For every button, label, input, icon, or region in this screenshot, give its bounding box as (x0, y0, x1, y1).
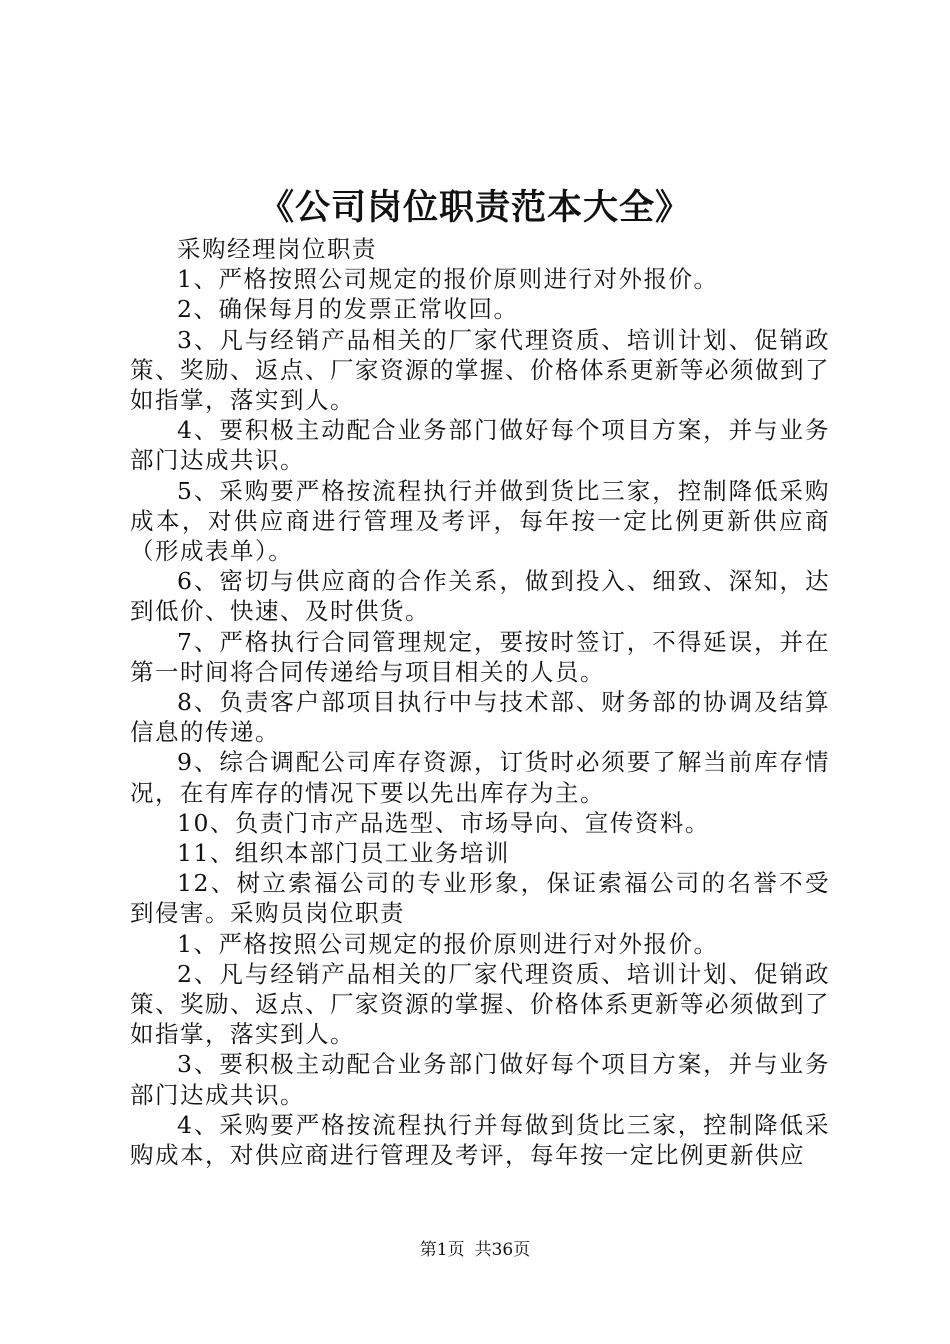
section-heading-purchasing-manager: 采购经理岗位职责 (177, 235, 377, 263)
paragraph: 7、严格执行合同管理规定，要按时签订，不得延误，并在第一时间将合同传递给与项目相关的人员。 (130, 627, 830, 686)
paragraph: 6、密切与供应商的合作关系，做到投入、细致、深知，达到低价、快速、及时供货。 (130, 567, 830, 626)
page-number: 第1页 (419, 1240, 465, 1260)
page-footer (0, 1238, 950, 1262)
paragraph: 1、严格按照公司规定的报价原则进行对外报价。 (177, 265, 719, 294)
paragraph: 5、采购要严格按流程执行并做到货比三家，控制降低采购成本，对供应商进行管理及考评，每年按一定比例更新供应商（形成表单）。 (130, 476, 830, 566)
page-total: 共36页 (474, 1240, 531, 1260)
paragraph: 2、凡与经销产品相关的厂家代理资质、培训计划、促销政策、奖励、返点、厂家资源的掌握、价格体系更新等必须做到了如指掌，落实到人。 (130, 959, 830, 1049)
paragraph: 4、要积极主动配合业务部门做好每个项目方案，并与业务部门达成共识。 (130, 416, 830, 475)
paragraph: 11、组织本部门员工业务培训 (177, 839, 510, 868)
paragraph: 4、采购要严格按流程执行并每做到货比三家，控制降低采购成本，对供应商进行管理及考评，每年按一定比例更新供应 (130, 1110, 830, 1170)
paragraph: 12、树立索福公司的专业形象，保证索福公司的名誉不受到侵害。采购员岗位职责 (130, 869, 830, 928)
paragraph: 9、综合调配公司库存资源，订货时必须要了解当前库存情况，在有库存的情况下要以先出库存为主。 (130, 748, 830, 807)
paragraph: 10、负责门市产品选型、市场导向、宣传资料。 (177, 808, 710, 837)
document-title: 《公司岗位职责范本大全》 (258, 187, 691, 228)
paragraph: 1、严格按照公司规定的报价原则进行对外报价。 (177, 929, 719, 958)
document-body (130, 234, 830, 1170)
paragraph: 3、要积极主动配合业务部门做好每个项目方案，并与业务部门达成共识。 (130, 1050, 830, 1109)
paragraph: 3、凡与经销产品相关的厂家代理资质、培训计划、促销政策、奖励、返点、厂家资源的掌握、价格体系更新等必须做到了如指掌，落实到人。 (130, 325, 830, 415)
paragraph: 2、确保每月的发票正常收回。 (177, 295, 519, 324)
paragraph: 8、负责客户部项目执行中与技术部、财务部的协调及结算信息的传递。 (130, 688, 830, 747)
